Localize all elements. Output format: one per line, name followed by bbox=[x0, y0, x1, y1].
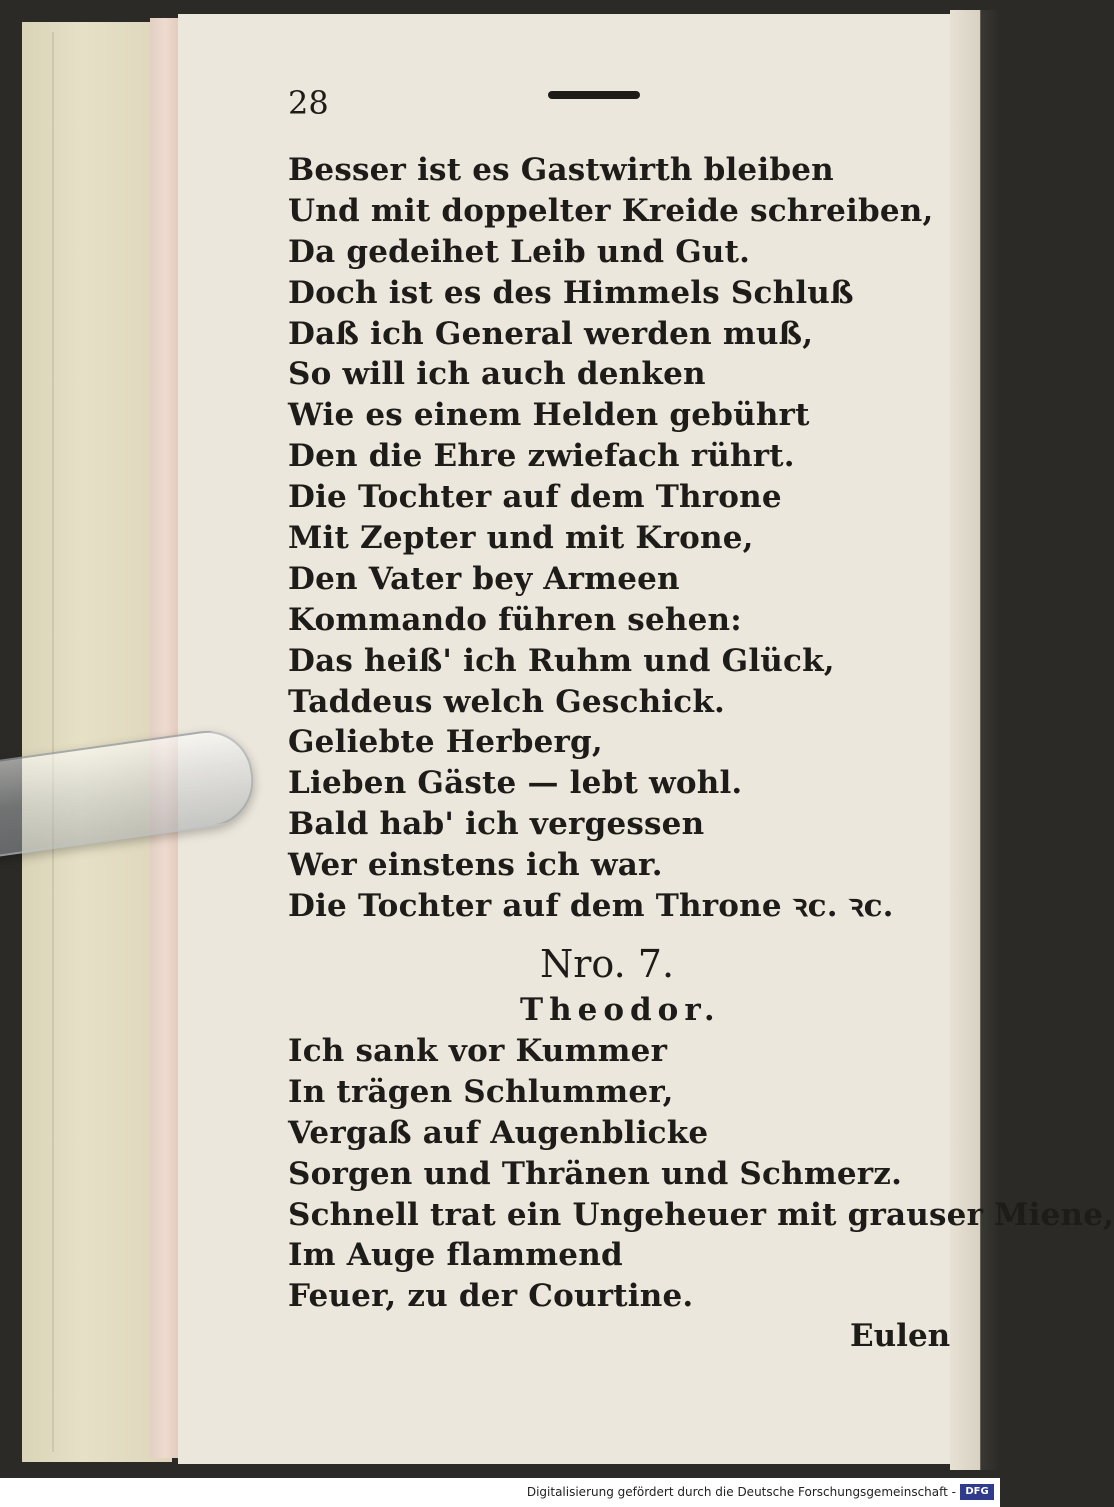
verse-line: Die Tochter auf dem Throne bbox=[288, 479, 782, 516]
verse-line: Die Tochter auf dem Throne ꝛc. ꝛc. bbox=[288, 888, 894, 925]
verse-line: Und mit doppelter Kreide schreiben, bbox=[288, 192, 934, 229]
verse-line: Lieben Gäste — lebt wohl. bbox=[288, 765, 743, 802]
verse-line: Wie es einem Helden gebührt bbox=[288, 397, 810, 434]
verse-line: So will ich auch denken bbox=[288, 356, 706, 393]
verse-line: Kommando führen sehen: bbox=[288, 601, 742, 638]
section-heading: Nro. 7. bbox=[540, 942, 675, 986]
verse-line: Da gedeihet Leib und Gut. bbox=[288, 233, 751, 270]
verse-line: Wer einstens ich war. bbox=[288, 847, 663, 884]
verse-line: Geliebte Herberg, bbox=[288, 724, 603, 761]
verse-line: In trägen Schlummer, bbox=[288, 1073, 674, 1110]
verse-line: Sorgen und Thränen und Schmerz. bbox=[288, 1155, 903, 1192]
verse-line: Feuer, zu der Courtine. bbox=[288, 1278, 694, 1315]
verse-line: Doch ist es des Himmels Schluß bbox=[288, 274, 854, 311]
footer-credit: Digitalisierung gefördert durch die Deutsche Forschungsgemeinschaft - bbox=[526, 1485, 956, 1499]
verse-line: Schnell trat ein Ungeheuer mit grauser Miene, bbox=[288, 1196, 1114, 1233]
verse-line: Taddeus welch Geschick. bbox=[288, 683, 726, 720]
verse-line: Vergaß auf Augenblicke bbox=[288, 1114, 709, 1151]
dfg-logo: DFG bbox=[960, 1484, 994, 1500]
catchword: Eulen bbox=[850, 1318, 951, 1354]
verse-block-1 bbox=[288, 150, 934, 927]
section-subheading: Theodor. bbox=[520, 992, 721, 1028]
verse-line: Daß ich General werden muß, bbox=[288, 315, 814, 352]
verse-line: Den Vater bey Armeen bbox=[288, 560, 680, 597]
header-rule bbox=[548, 91, 640, 99]
verse-line: Ich sank vor Kummer bbox=[288, 1033, 668, 1069]
verse-line: Im Auge flammend bbox=[288, 1237, 623, 1274]
verse-line: Bald hab' ich vergessen bbox=[288, 806, 705, 843]
verse-line: Den die Ehre zwiefach rührt. bbox=[288, 438, 795, 475]
footer-bar bbox=[0, 1478, 1000, 1507]
page-number: 28 bbox=[288, 84, 329, 122]
verse-line: Das heiß' ich Ruhm und Glück, bbox=[288, 642, 835, 679]
verse-line: Besser ist es Gastwirth bleiben bbox=[288, 152, 834, 188]
verse-line: Mit Zepter und mit Krone, bbox=[288, 520, 754, 557]
verse-block-2 bbox=[288, 1031, 1114, 1317]
